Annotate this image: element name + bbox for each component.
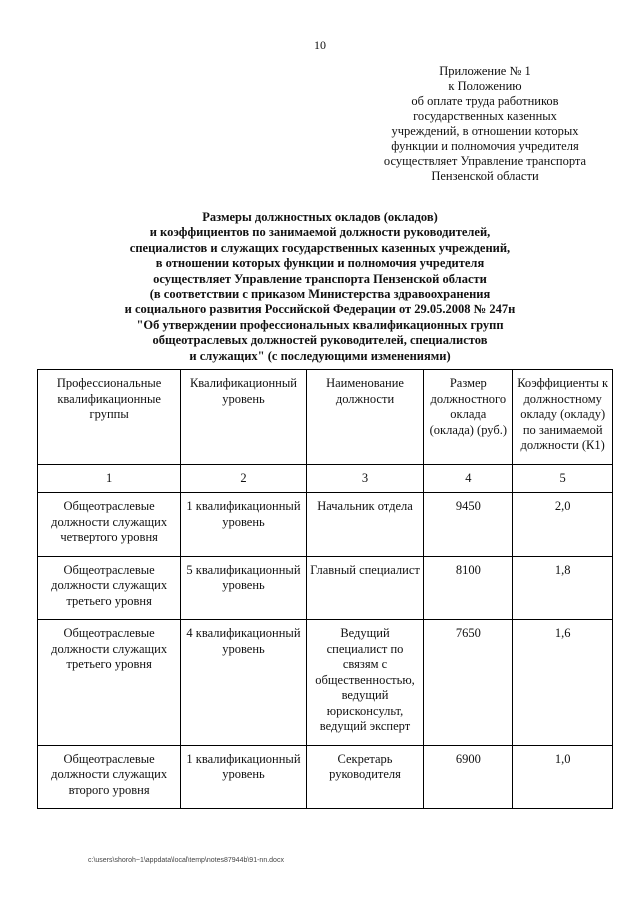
salary-cell: 7650 <box>424 620 513 746</box>
level-cell: 1 квалификационный уровень <box>181 745 306 809</box>
coefficient-cell: 2,0 <box>513 493 613 557</box>
coefficient-cell: 1,8 <box>513 556 613 620</box>
title-line: специалистов и служащих государственных казенных учреждений, <box>129 240 511 255</box>
column-number-cell: 4 <box>424 464 513 493</box>
footer-file-path: c:\users\shoroh~1\appdata\local\temp\notes87944b\91-nn.docx <box>88 857 284 864</box>
table-row <box>38 556 613 620</box>
position-cell: Главный специалист <box>306 556 424 620</box>
group-cell: Общеотраслевые должности служащих третьего уровня <box>38 620 181 746</box>
group-cell: Общеотраслевые должности служащих третьего уровня <box>38 556 181 620</box>
appendix-line: об оплате труда работников <box>411 94 559 108</box>
header-cell: Наименование должности <box>306 370 424 465</box>
appendix-line: осуществляет Управление транспорта <box>383 154 587 168</box>
header-cell: Квалификационный уровень <box>181 370 306 465</box>
position-cell: Ведущий специалист по связям с общественностью, ведущий юрисконсульт, ведущий эксперт <box>306 620 424 746</box>
header-cell: Размер должностного оклада (оклада) (руб.) <box>424 370 513 465</box>
header-cell: Коэффициенты к должностному окладу (окладу) по занимаемой должности (К1) <box>513 370 613 465</box>
column-number-cell: 1 <box>38 464 181 493</box>
level-cell: 4 квалификационный уровень <box>181 620 306 746</box>
salary-cell: 8100 <box>424 556 513 620</box>
appendix-block <box>340 64 630 184</box>
title-line: осуществляет Управление транспорта Пензенской области <box>153 271 487 286</box>
document-title <box>60 210 580 364</box>
salary-cell: 9450 <box>424 493 513 557</box>
coefficient-cell: 1,0 <box>513 745 613 809</box>
position-cell: Начальник отдела <box>306 493 424 557</box>
level-cell: 5 квалификационный уровень <box>181 556 306 620</box>
title-line: и служащих" (с последующими изменениями) <box>189 348 451 363</box>
salary-table <box>37 369 613 809</box>
header-cell: Профессиональные квалификационные группы <box>38 370 181 465</box>
coefficient-cell: 1,6 <box>513 620 613 746</box>
group-cell: Общеотраслевые должности служащих второго уровня <box>38 745 181 809</box>
appendix-line: Приложение № 1 <box>439 64 531 78</box>
appendix-line: учреждений, в отношении которых <box>391 124 579 138</box>
page-number: 10 <box>314 38 326 52</box>
table-row <box>38 493 613 557</box>
table-row <box>38 745 613 809</box>
title-line: Размеры должностных окладов (окладов) <box>202 210 438 224</box>
column-number-cell: 2 <box>181 464 306 493</box>
column-number-row <box>38 464 613 493</box>
appendix-line: государственных казенных <box>413 109 557 123</box>
title-line: общеотраслевых должностей руководителей, специалистов <box>152 333 488 348</box>
appendix-line: Пензенской области <box>431 169 539 183</box>
table-row <box>38 620 613 746</box>
column-number-cell: 5 <box>513 464 613 493</box>
appendix-line: к Положению <box>448 79 522 93</box>
position-cell: Секретарь руководителя <box>306 745 424 809</box>
column-number-cell: 3 <box>306 464 424 493</box>
level-cell: 1 квалификационный уровень <box>181 493 306 557</box>
title-line: (в соответствии с приказом Министерства здравоохранения <box>149 287 491 302</box>
title-line: и социального развития Российской Федерации от 29.05.2008 № 247н <box>124 302 516 317</box>
table-header-row <box>38 370 613 465</box>
group-cell: Общеотраслевые должности служащих четвертого уровня <box>38 493 181 557</box>
title-line: и коэффициентов по занимаемой должности руководителей, <box>149 225 491 240</box>
salary-cell: 6900 <box>424 745 513 809</box>
appendix-line: функции и полномочия учредителя <box>391 139 579 153</box>
title-line: в отношении которых функции и полномочия учредителя <box>155 256 485 271</box>
title-line: "Об утверждении профессиональных квалификационных групп <box>136 317 504 332</box>
